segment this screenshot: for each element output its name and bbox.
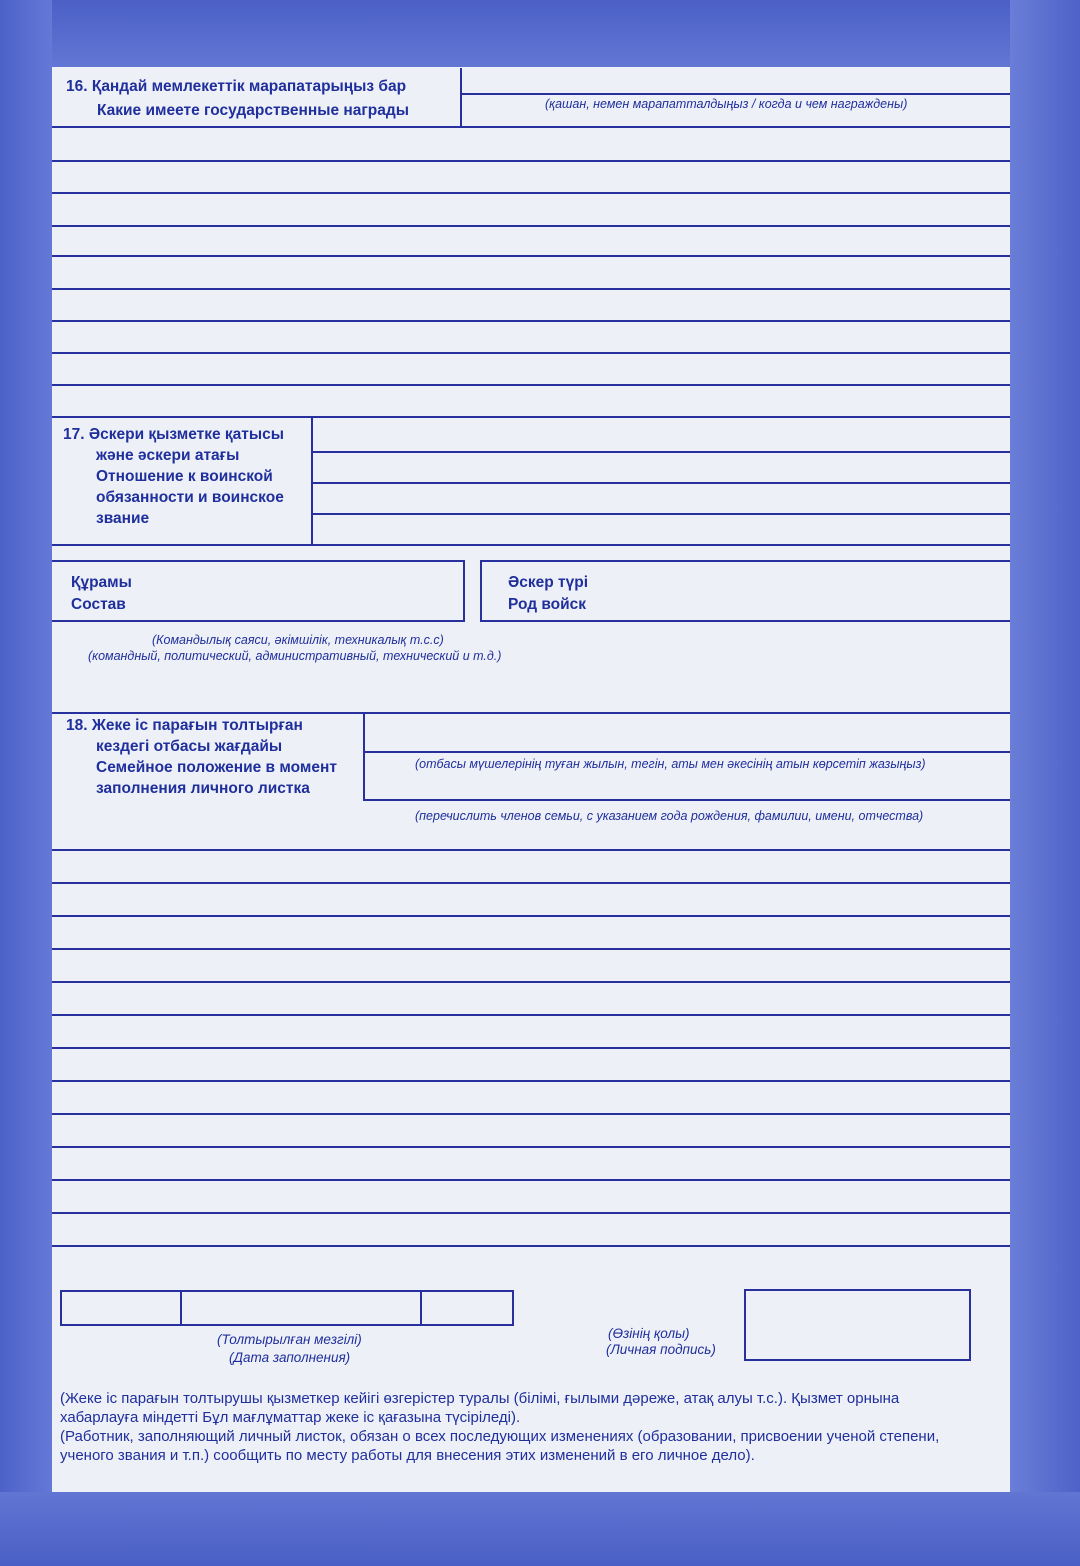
scan-border-right (1010, 0, 1080, 1566)
branch-box-top (480, 560, 1010, 562)
section18-line2: кездегі отбасы жағдайы (96, 738, 283, 755)
section18-answer-line-1[interactable] (365, 751, 1010, 753)
scan-border-bottom (0, 1492, 1080, 1566)
date-year-box[interactable] (420, 1290, 514, 1326)
section18-hint-ru: (перечислить членов семьи, с указанием года рождения, фамилии, имени, отчества) (415, 809, 924, 823)
scan-border-left (0, 0, 52, 1566)
section16-bottom-rule (52, 416, 1010, 418)
section16-answer-line-5[interactable] (52, 225, 1010, 227)
section16-answer-line-9[interactable] (52, 352, 1010, 354)
section17-line3: Отношение к воинской (96, 468, 273, 485)
date-day-box[interactable] (60, 1290, 182, 1326)
family-line-13[interactable] (52, 1245, 1010, 1247)
composition-label-ru: Состав (71, 596, 126, 613)
family-line-9[interactable] (52, 1113, 1010, 1115)
section16-divider (460, 68, 462, 126)
branch-box-left (480, 560, 482, 622)
family-line-4[interactable] (52, 948, 1010, 950)
branch-label-ru: Род войск (508, 596, 587, 613)
family-line-2[interactable] (52, 882, 1010, 884)
section18-answer-line-2[interactable] (365, 799, 1010, 801)
section16-hint: (қашан, немен марапатталдыңыз / когда и чем награждены) (545, 97, 908, 111)
family-line-3[interactable] (52, 915, 1010, 917)
section16-answer-line-4[interactable] (52, 192, 1010, 194)
family-line-6[interactable] (52, 1014, 1010, 1016)
section17-line4: обязанности и воинское (96, 489, 284, 506)
date-hint-kz: (Толтырылған мезгілі) (217, 1332, 362, 1347)
scan-border-top (0, 0, 1080, 67)
section18-line3: Семейное положение в момент (96, 759, 337, 776)
section16-answer-line-3[interactable] (52, 160, 1010, 162)
branch-label-kz: Әскер түрі (508, 574, 589, 591)
section16-answer-line-7[interactable] (52, 288, 1010, 290)
footer-note-ru: (Работник, заполняющий личный листок, обязан о всех последующих изменениях (образовании, присвоении ученой степени, ученого звания и т.п.) сообщить по месту работы для внесения этих изменений в его личное дело). (60, 1428, 940, 1464)
section18-line1: 18. Жеке іс парағын толтырған (66, 717, 303, 734)
composition-hint-kz: (Командылық саяси, әкімшілік, техникалық т.с.с) (152, 633, 444, 647)
family-line-12[interactable] (52, 1212, 1010, 1214)
family-line-1[interactable] (52, 849, 1010, 851)
section17-bottom-rule (52, 544, 1010, 546)
family-line-11[interactable] (52, 1179, 1010, 1181)
section18-hint-kz: (отбасы мүшелерінің туған жылын, тегін, аты мен әкесінің атын көрсетіп жазыңыз) (415, 757, 926, 771)
composition-box-right (463, 560, 465, 622)
section17-line1: 17. Әскери қызметке қатысы (63, 426, 284, 443)
section16-title-ru: Какие имеете государственные награды (97, 102, 409, 119)
footer-note-kz: (Жеке іс парағын толтырушы қызметкер кейігі өзгерістер туралы (білімі, ғылыми дәреже, атақ алуы т.с.). Қызмет орнына хабарлауға міндетті Бұл мағлұматтар жеке іс қағазына түсіріледі). (60, 1390, 900, 1426)
section16-answer-line-6[interactable] (52, 255, 1010, 257)
section18-divider (363, 712, 365, 801)
section17-divider (311, 416, 313, 544)
section17-answer-line-3[interactable] (313, 513, 1010, 515)
section16-answer-line-1[interactable] (462, 93, 1010, 95)
branch-field[interactable] (480, 620, 1010, 622)
date-hint-ru: (Дата заполнения) (229, 1350, 351, 1365)
signature-hint-kz: (Өзінің қолы) (608, 1326, 690, 1341)
section18-top-rule (52, 712, 1010, 714)
family-line-10[interactable] (52, 1146, 1010, 1148)
family-line-8[interactable] (52, 1080, 1010, 1082)
section16-answer-line-2[interactable] (52, 126, 1010, 128)
composition-box-top (52, 560, 465, 562)
section16-answer-line-8[interactable] (52, 320, 1010, 322)
section18-line4: заполнения личного листка (96, 780, 310, 797)
section17-line2: және әскери атағы (96, 447, 240, 464)
signature-hint-ru: (Личная подпись) (606, 1342, 716, 1357)
composition-label-kz: Құрамы (71, 574, 132, 591)
family-line-7[interactable] (52, 1047, 1010, 1049)
section17-answer-line-2[interactable] (313, 482, 1010, 484)
date-month-box[interactable] (180, 1290, 422, 1326)
composition-field[interactable] (52, 620, 465, 622)
section16-answer-line-10[interactable] (52, 384, 1010, 386)
section17-answer-line-1[interactable] (313, 451, 1010, 453)
section16-title-kz: 16. Қандай мемлекеттік марапатарыңыз бар (66, 78, 407, 95)
section17-line5: звание (96, 510, 150, 527)
family-line-5[interactable] (52, 981, 1010, 983)
signature-box[interactable] (744, 1289, 971, 1361)
composition-hint-ru: (командный, политический, административный, технический и т.д.) (88, 649, 502, 663)
